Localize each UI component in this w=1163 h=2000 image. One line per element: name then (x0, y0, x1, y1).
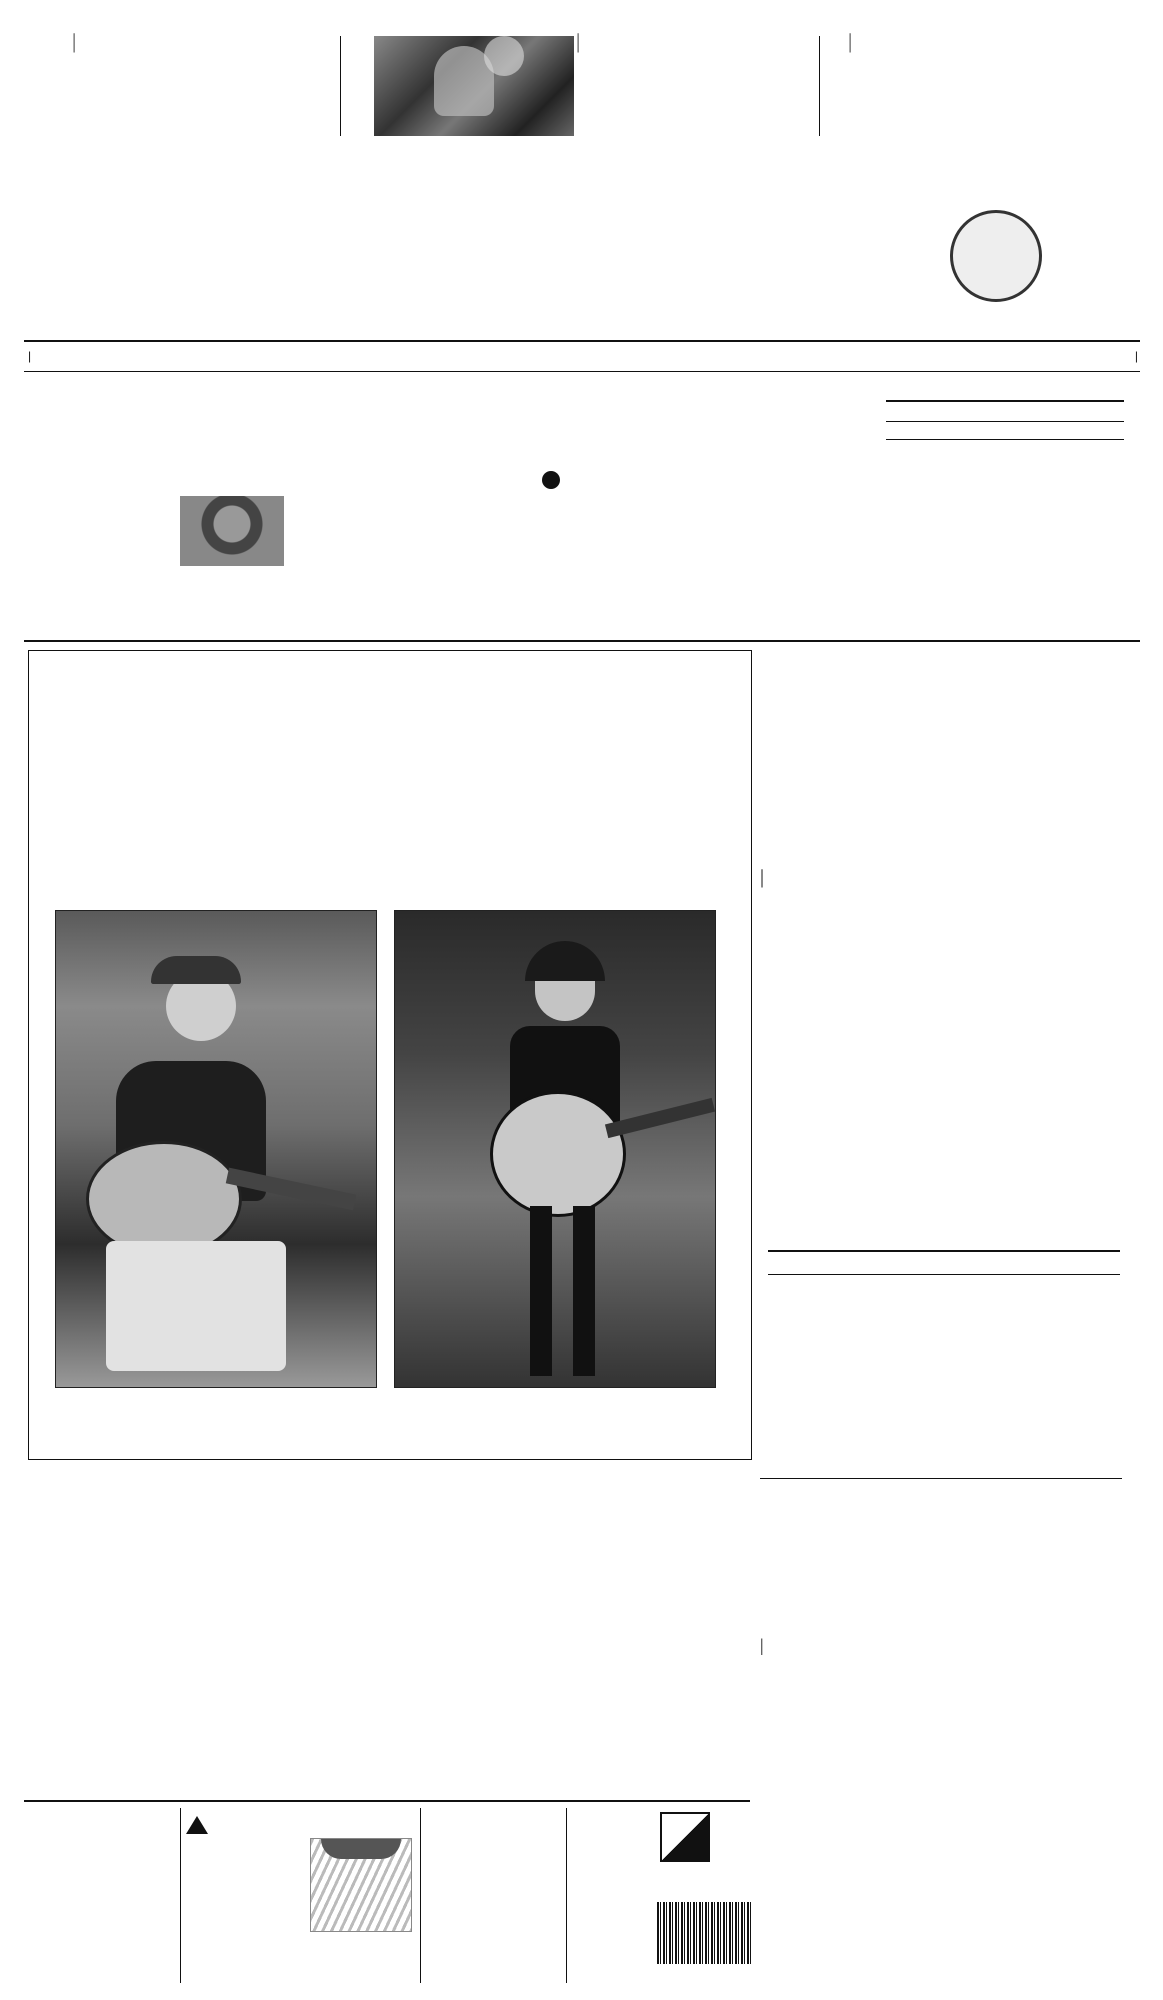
index-item[interactable] (104, 1836, 176, 1848)
weather-art (310, 1838, 412, 1932)
teaser-subhead: | (72, 29, 77, 53)
index-item[interactable] (26, 1922, 101, 1934)
contact-box (572, 1806, 652, 1996)
barcode (655, 1900, 754, 1966)
web-logo (446, 466, 656, 490)
info-bar: | | (28, 349, 1138, 363)
bugler-byline-photo (180, 496, 284, 566)
index-item[interactable] (104, 1897, 176, 1909)
index-item[interactable] (104, 1946, 176, 1958)
teaser-subhead: | (848, 29, 853, 53)
index-item[interactable] (104, 1909, 176, 1921)
masthead (0, 160, 1163, 330)
teaser-sports[interactable] (576, 28, 806, 53)
cases-box (768, 1250, 1120, 1460)
lotteries-box (426, 1806, 566, 1996)
credit-union-logo (186, 1810, 416, 1840)
holiday-list (886, 444, 1124, 446)
inside-index (26, 1806, 176, 1996)
teaser-sports-photo[interactable] (374, 36, 574, 136)
index-item[interactable] (26, 1836, 101, 1848)
holiday-box (886, 400, 1124, 630)
index-item[interactable] (104, 1861, 176, 1873)
presidential-deck: | (760, 1635, 764, 1655)
index-item[interactable] (26, 1861, 101, 1873)
index-item[interactable] (26, 1934, 101, 1946)
index-item[interactable] (26, 1909, 101, 1921)
index-item[interactable] (26, 1824, 101, 1836)
photo-student[interactable] (55, 910, 377, 1388)
photo-dylan[interactable] (394, 910, 716, 1388)
cases-table (768, 1328, 1068, 1338)
anniversary-badge (950, 210, 1042, 302)
index-item[interactable] (104, 1824, 176, 1836)
web-promo[interactable] (446, 466, 656, 586)
holiday-item (886, 444, 1124, 446)
index-item[interactable] (26, 1848, 101, 1860)
index-item[interactable] (104, 1848, 176, 1860)
index-item[interactable] (104, 1873, 176, 1885)
lyme-deck: | (760, 866, 765, 888)
index-item[interactable] (104, 1922, 176, 1934)
index-item[interactable] (104, 1934, 176, 1946)
index-item[interactable] (26, 1897, 101, 1909)
teaser-neighbors[interactable] (848, 28, 1128, 53)
table-row (768, 1336, 1068, 1338)
index-item[interactable] (26, 1885, 101, 1897)
teaser-subhead: | (576, 29, 581, 53)
index-item[interactable] (26, 1946, 101, 1958)
teaser-world[interactable] (72, 28, 362, 53)
index-item[interactable] (104, 1885, 176, 1897)
index-item[interactable] (26, 1873, 101, 1885)
mv-logo (660, 1812, 710, 1862)
